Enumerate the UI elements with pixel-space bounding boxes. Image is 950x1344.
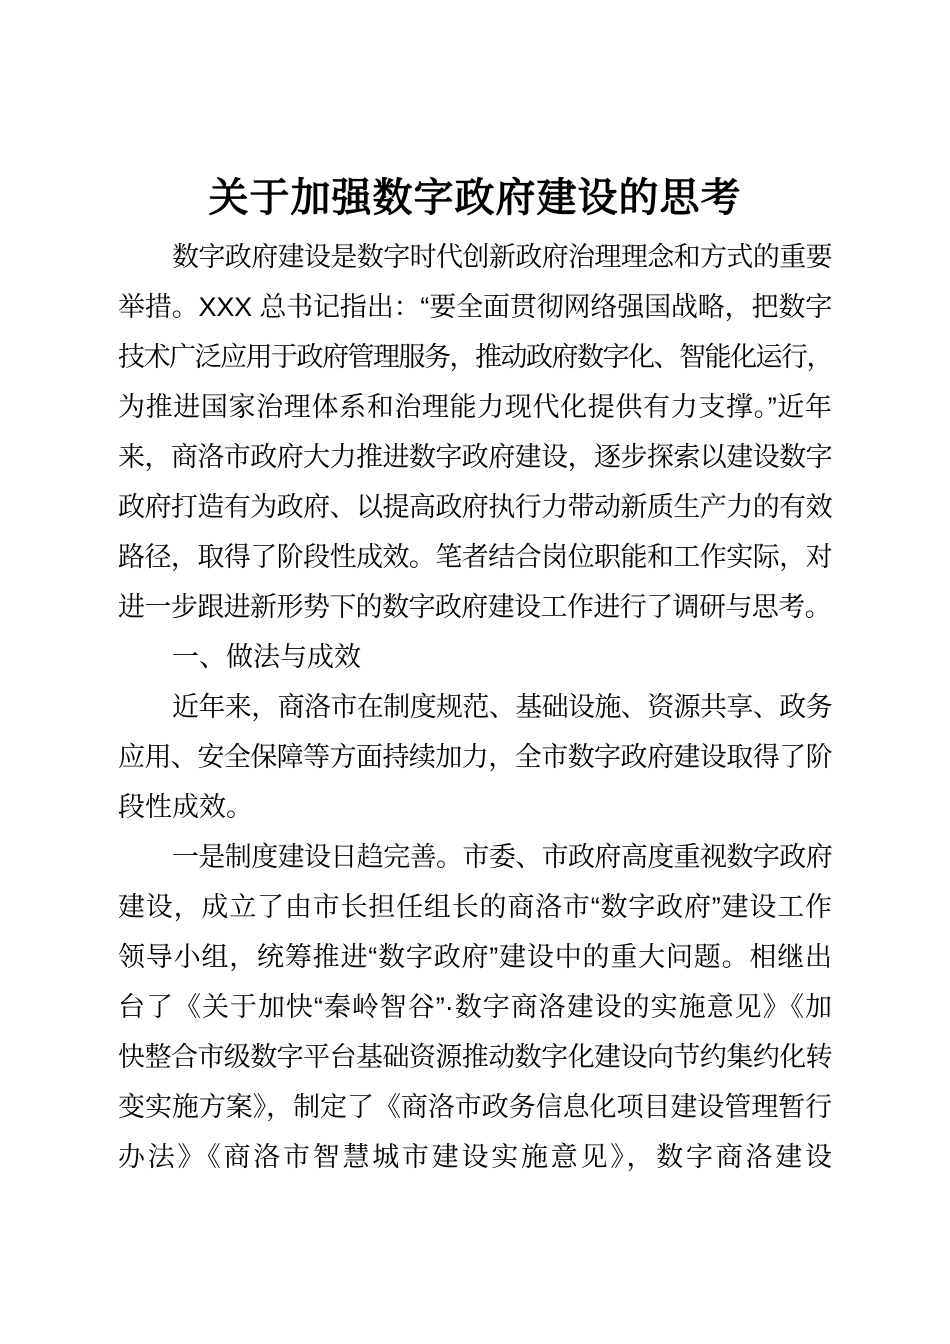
- text-line: 应用、安全保障等方面持续加力，全市数字政府建设取得了阶: [118, 742, 832, 772]
- text-line: 政府打造有为政府、以提高政府执行力带动新质生产力的有效: [118, 492, 832, 522]
- text-line: 快整合市级数字平台基础资源推动数字化建设向节约集约化转: [118, 1042, 832, 1072]
- text-line: 技术广泛应用于政府管理服务，推动政府数字化、智能化运行，: [118, 342, 832, 372]
- document-body: [118, 232, 832, 1182]
- text-line: 数字政府建设是数字时代创新政府治理理念和方式的重要: [172, 242, 832, 272]
- text-line: 办法》《商洛市智慧城市建设实施意见》，数字商洛建设: [118, 1142, 832, 1172]
- text-line: 来，商洛市政府大力推进数字政府建设，逐步探索以建设数字: [118, 442, 832, 472]
- document-title: 关于加强数字政府建设的思考: [208, 175, 742, 220]
- text-line: 一是制度建设日趋完善。市委、市政府高度重视数字政府: [172, 842, 832, 872]
- text-line: 变实施方案》，制定了《商洛市政务信息化项目建设管理暂行: [118, 1092, 832, 1122]
- text-line: 举措。XXX 总书记指出：“要全面贯彻网络强国战略，把数字: [118, 292, 832, 322]
- text-line: 建设，成立了由市长担任组长的商洛市“数字政府”建设工作: [118, 892, 832, 922]
- text-line: 领导小组，统筹推进“数字政府”建设中的重大问题。相继出: [118, 942, 832, 972]
- text-line: 进一步跟进新形势下的数字政府建设工作进行了调研与思考。: [118, 592, 831, 622]
- text-line: 台了《关于加快“秦岭智谷”·数字商洛建设的实施意见》《加: [118, 992, 832, 1022]
- text-line: 段性成效。: [118, 792, 253, 822]
- text-line: 近年来，商洛市在制度规范、基础设施、资源共享、政务: [172, 692, 832, 722]
- text-line: 为推进国家治理体系和治理能力现代化提供有力支撑。”近年: [118, 392, 832, 422]
- text-line: 路径，取得了阶段性成效。笔者结合岗位职能和工作实际，对: [118, 542, 832, 572]
- text-line: 一、做法与成效: [172, 642, 361, 672]
